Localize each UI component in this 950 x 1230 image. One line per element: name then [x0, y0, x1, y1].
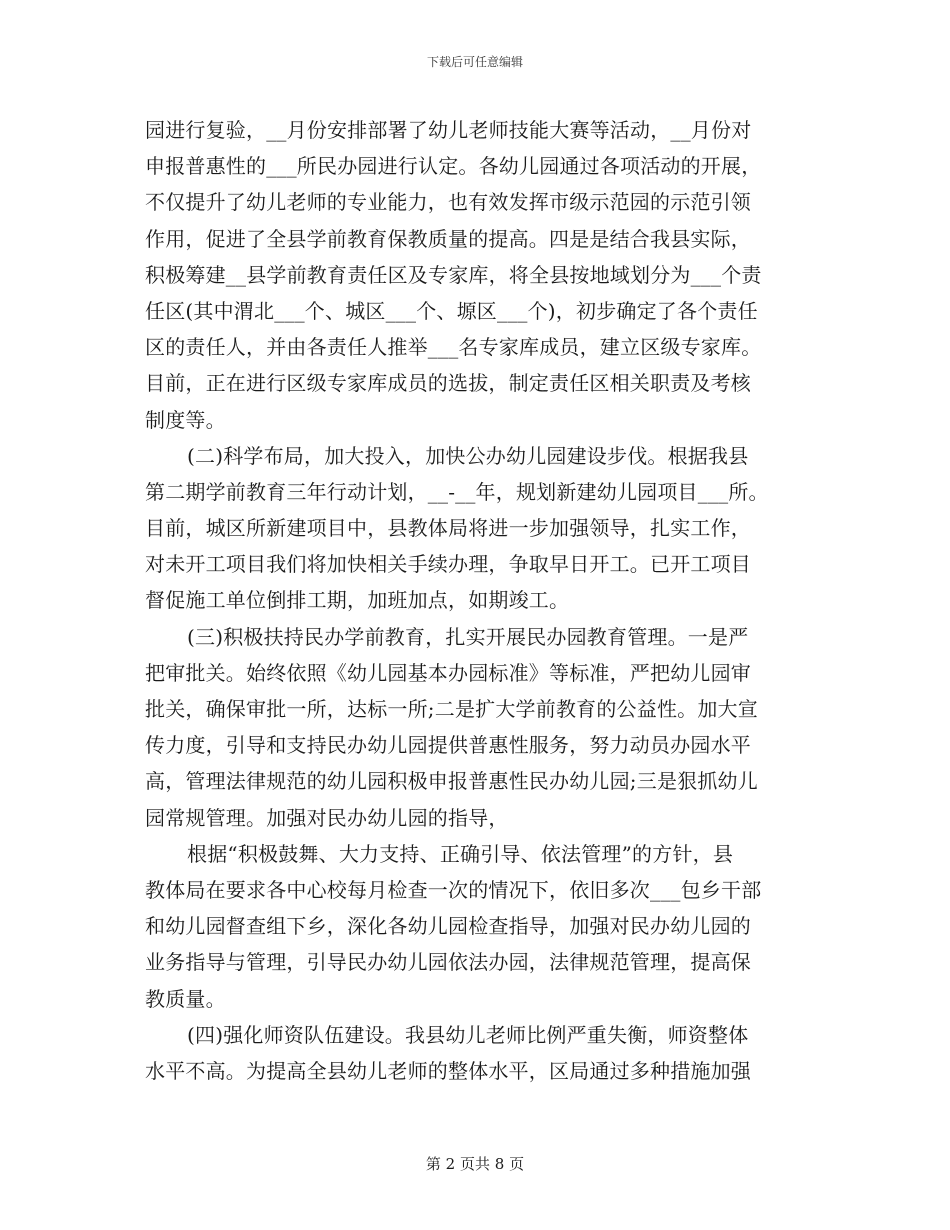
text-line: 申报普惠性的___所民办园进行认定。各幼儿园通过各项活动的开展，: [145, 154, 762, 179]
paragraph-start-line: (二)科学布局，加大投入，加快公办幼儿园建设步伐。根据我县: [187, 443, 749, 468]
text-line: 制度等。: [145, 407, 226, 432]
text-line: 教质量。: [145, 986, 226, 1011]
text-line: 水平不高。为提高全县幼儿老师的整体水平，区局通过多种措施加强: [145, 1058, 751, 1083]
text-line: 不仅提升了幼儿老师的专业能力，也有效发挥市级示范园的示范引领: [145, 190, 751, 215]
paragraph-start-line: (三)积极扶持民办学前教育，扎实开展民办园教育管理。一是严: [187, 624, 749, 649]
text-line: 传力度，引导和支持民办幼儿园提供普惠性服务，努力动员办园水平: [145, 733, 751, 758]
page-header-note: 下载后可任意编辑: [426, 55, 523, 69]
text-line: 业务指导与管理，引导民办幼儿园依法办园，法律规范管理，提高保: [145, 950, 751, 975]
document-body: [145, 112, 813, 1089]
text-line: 任区(其中渭北___个、城区___个、塬区___个)，初步确定了各个责任: [145, 298, 758, 323]
text-line: 区的责任人，并由各责任人推举___名专家库成员，建立区级专家库。: [145, 335, 762, 360]
text-line: 批关，确保审批一所，达标一所;二是扩大学前教育的公益性。加大宣: [145, 697, 758, 721]
text-line: 目前，正在进行区级专家库成员的选拔，制定责任区相关职责及考核: [145, 371, 751, 396]
text-line: 和幼儿园督查组下乡，深化各幼儿园检查指导，加强对民办幼儿园的: [145, 914, 751, 939]
page-number: 第 2 页共 8 页: [425, 1155, 525, 1173]
text-line: 园常规管理。加强对民办幼儿园的指导，: [145, 805, 509, 830]
text-line: 把审批关。始终依照《幼儿园基本办园标准》等标准，严把幼儿园审: [145, 660, 751, 685]
text-line: 园进行复验，__月份安排部署了幼儿老师技能大赛等活动，__月份对: [145, 118, 752, 142]
text-line: 对未开工项目我们将加快相关手续办理，争取早日开工。已开工项目: [145, 552, 751, 577]
text-line: 作用，促进了全县学前教育保教质量的提高。四是是结合我县实际，: [145, 226, 751, 251]
text-line: 目前，城区所新建项目中，县教体局将进一步加强领导，扎实工作，: [145, 516, 751, 541]
text-line: 高，管理法律规范的幼儿园积极申报普惠性民办幼儿园;三是狠抓幼儿: [145, 769, 758, 794]
text-line: 积极筹建__县学前教育责任区及专家库，将全县按地域划分为___个责: [145, 262, 762, 287]
text-line: 第二期学前教育三年行动计划，__-__年，规划新建幼儿园项目___所。: [145, 479, 769, 504]
paragraph-start-line: 根据“积极鼓舞、大力支持、正确引导、依法管理”的方针，县: [187, 841, 734, 866]
paragraph-start-line: (四)强化师资队伍建设。我县幼儿老师比例严重失衡，师资整体: [187, 1022, 749, 1047]
text-line: 教体局在要求各中心校每月检查一次的情况下，依旧多次___包乡干部: [145, 877, 762, 902]
text-line: 督促施工单位倒排工期，加班加点，如期竣工。: [145, 588, 570, 613]
